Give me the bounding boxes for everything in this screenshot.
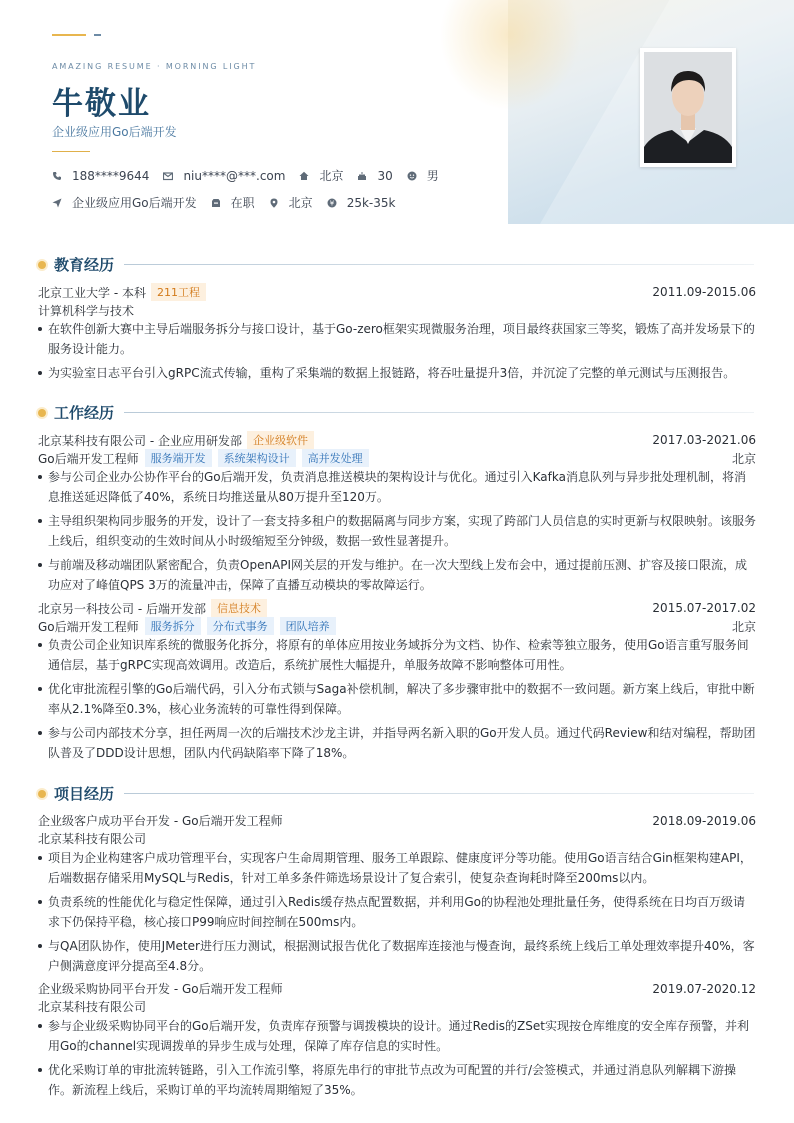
resume-header: [0, 0, 794, 232]
list-item: 主导组织架构同步服务的开发，设计了一套支持多租户的数据隔离与同步方案，实现了跨部门人员信息的实时更新与权限映射。该服务上线后，组织变动的生效时间从小时级缩短至分钟级，数据一致性显著提升。: [38, 511, 756, 551]
section-label: 工作经历: [54, 404, 115, 422]
project-header: [38, 812, 756, 829]
skill-tag: 高并发处理: [302, 449, 369, 467]
job-date: 2015.07-2017.02: [652, 601, 756, 615]
list-item: 负责公司企业知识库系统的微服务化拆分，将原有的单体应用按业务域拆分为文档、协作、检索等独立服务，使用Go语言重写服务间通信层，基于gRPC实现高效调用。改造后，系统扩展性大幅提升，单服务故障不影响整体可用性。: [38, 635, 756, 675]
candidate-name: 牛敬业: [52, 86, 151, 122]
location-pin-icon: [269, 198, 279, 208]
section-dot-icon: [38, 790, 46, 798]
list-item: 在软件创新大赛中主导后端服务拆分与接口设计，基于Go-zero框架实现微服务治理，项目最终获国家三等奖，锻炼了高并发场景下的服务设计能力。: [38, 319, 756, 359]
project-company-row: [38, 998, 756, 1015]
intent-row: [52, 194, 409, 211]
job-role: Go后端开发工程师: [38, 619, 139, 634]
education-major-row: [38, 302, 756, 319]
project-company: 北京某科技有限公司: [38, 832, 147, 846]
skill-tag: 服务端开发: [145, 449, 212, 467]
major: 计算机科学与技术: [38, 304, 135, 318]
school-tag: 211工程: [151, 283, 206, 301]
section-label: 项目经历: [54, 785, 115, 803]
section-dot-icon: [38, 409, 46, 417]
phone-icon: [52, 171, 62, 181]
industry-tag: 信息技术: [211, 599, 267, 617]
job-city: 北京: [731, 619, 756, 634]
skill-tag: 服务拆分: [145, 617, 201, 635]
project-date: 2019.07-2020.12: [652, 981, 756, 996]
company-name: 北京某科技有限公司 - 企业应用研发部: [38, 433, 242, 448]
inbox-icon: [211, 198, 221, 208]
list-item: 与前端及移动端团队紧密配合，负责OpenAPI网关层的开发与维护。在一次大型线上发布会中，通过提前压测、扩容及接口限流，成功应对了峰值QPS 3万的流量冲击，保障了直播互动模块的零故障运行。: [38, 555, 756, 595]
education-date: 2011.09-2015.06: [652, 285, 756, 299]
profile-photo-frame: [640, 48, 736, 167]
accent-line-gold: [52, 34, 86, 36]
job-header: [38, 431, 756, 449]
list-item: 为实验室日志平台引入gRPC流式传输，重构了采集端的数据上报链路，将吞吐量提升3倍，并沉淀了完整的单元测试与压测报告。: [38, 363, 756, 383]
projects-section-title: [38, 783, 754, 804]
list-item: 参与公司内部技术分享，担任两周一次的后端技术沙龙主讲，并指导两名新入职的Go开发人员。通过代码Review和结对编程，帮助团队普及了DDD设计思想，团队内代码缺陷率下降了18%。: [38, 723, 756, 763]
candidate-title: 企业级应用Go后端开发: [52, 125, 177, 139]
phone-number: 188****9644: [72, 168, 150, 183]
job-status: 在职: [230, 196, 255, 210]
section-divider: [124, 264, 754, 265]
skill-tag: 分布式事务: [207, 617, 274, 635]
age: 30: [377, 168, 393, 183]
list-item: 与QA团队协作，使用JMeter进行压力测试，根据测试报告优化了数据库连接池与慢查询，最终系统上线后工单处理效率提升40%，客户侧满意度评分提高至4.8分。: [38, 936, 756, 976]
section-dot-icon: [38, 261, 46, 269]
company-name: 北京另一科技公司 - 后端开发部: [38, 601, 206, 616]
skill-tag: 团队培养: [280, 617, 336, 635]
project-name: 企业级客户成功平台开发 - Go后端开发工程师: [38, 814, 283, 828]
project-company-row: [38, 830, 756, 847]
section-divider: [124, 412, 754, 413]
salary: 25k-35k: [346, 195, 396, 210]
section-label: 教育经历: [54, 256, 115, 274]
profile-photo: [644, 52, 732, 163]
contact-row: [52, 167, 453, 184]
intent-position: 企业级应用Go后端开发: [72, 196, 197, 210]
accent-line-blue: [94, 34, 101, 36]
job-city: 北京: [731, 451, 756, 466]
job-role-row: [38, 449, 756, 467]
job-role: Go后端开发工程师: [38, 451, 139, 466]
home-icon: [299, 171, 309, 181]
education-header: [38, 283, 756, 301]
send-icon: [52, 198, 62, 208]
list-item: 优化审批流程引擎的Go后端代码，引入分布式锁与Saga补偿机制，解决了多步骤审批中的数据不一致问题。新方案上线后，审批中断率从2.1%降至0.3%，核心业务流转的可靠性得到保障。: [38, 679, 756, 719]
list-item: 负责系统的性能优化与稳定性保障，通过引入Redis缓存热点配置数据，并利用Go的协程池处理批量任务，使得系统在日均百万级请求下仍保持平稳，核心接口P99响应时间控制在500ms内。: [38, 892, 756, 932]
skill-tag: 系统架构设计: [218, 449, 296, 467]
tagline: AMAZING RESUME · MORNING LIGHT: [52, 62, 257, 71]
list-item: 项目为企业构建客户成功管理平台，实现客户生命周期管理、服务工单跟踪、健康度评分等功能。使用Go语言结合Gin框架构建API，后端数据存储采用MySQL与Redis，针对工单多条件筛选场景设计了复合索引，使复杂查询耗时降至200ms以内。: [38, 848, 756, 888]
list-item: 优化采购订单的审批流转链路，引入工作流引擎，将原先串行的审批节点改为可配置的并行/会签模式，并通过消息队列解耦下游操作。新流程上线后，采购订单的平均流转周期缩短了35%。: [38, 1060, 756, 1100]
cake-icon: [357, 171, 367, 181]
list-item: 参与公司企业办公协作平台的Go后端开发，负责消息推送模块的架构设计与优化。通过引入Kafka消息队列与异步批处理机制，将消息推送延迟降低了40%，系统日均推送量从80万提升至120万。: [38, 467, 756, 507]
industry-tag: 企业级软件: [247, 431, 314, 449]
project-date: 2018.09-2019.06: [652, 813, 756, 828]
project-name: 企业级采购协同平台开发 - Go后端开发工程师: [38, 982, 283, 996]
gender: 男: [426, 169, 439, 183]
project-header: [38, 980, 756, 997]
job-header: [38, 599, 756, 617]
city: 北京: [319, 169, 344, 183]
title-underline: [52, 151, 90, 152]
project-company: 北京某科技有限公司: [38, 1000, 147, 1014]
gender-icon: [407, 171, 417, 181]
email-address: niu****@***.com: [183, 168, 286, 183]
work-section-title: [38, 402, 754, 423]
email-icon: [163, 171, 173, 181]
school-name: 北京工业大学 - 本科: [38, 285, 146, 300]
list-item: 参与企业级采购协同平台的Go后端开发，负责库存预警与调拨模块的设计。通过Redis的ZSet实现按仓库维度的安全库存预警，并利用Go的channel实现调拨单的异步生成与处理，保障了库存信息的实时性。: [38, 1016, 756, 1056]
money-icon: [327, 198, 337, 208]
job-date: 2017.03-2021.06: [652, 433, 756, 447]
job-role-row: [38, 617, 756, 635]
section-divider: [124, 793, 754, 794]
svg-text:¥: ¥: [329, 199, 334, 207]
intent-city: 北京: [288, 196, 313, 210]
education-section-title: [38, 254, 754, 275]
